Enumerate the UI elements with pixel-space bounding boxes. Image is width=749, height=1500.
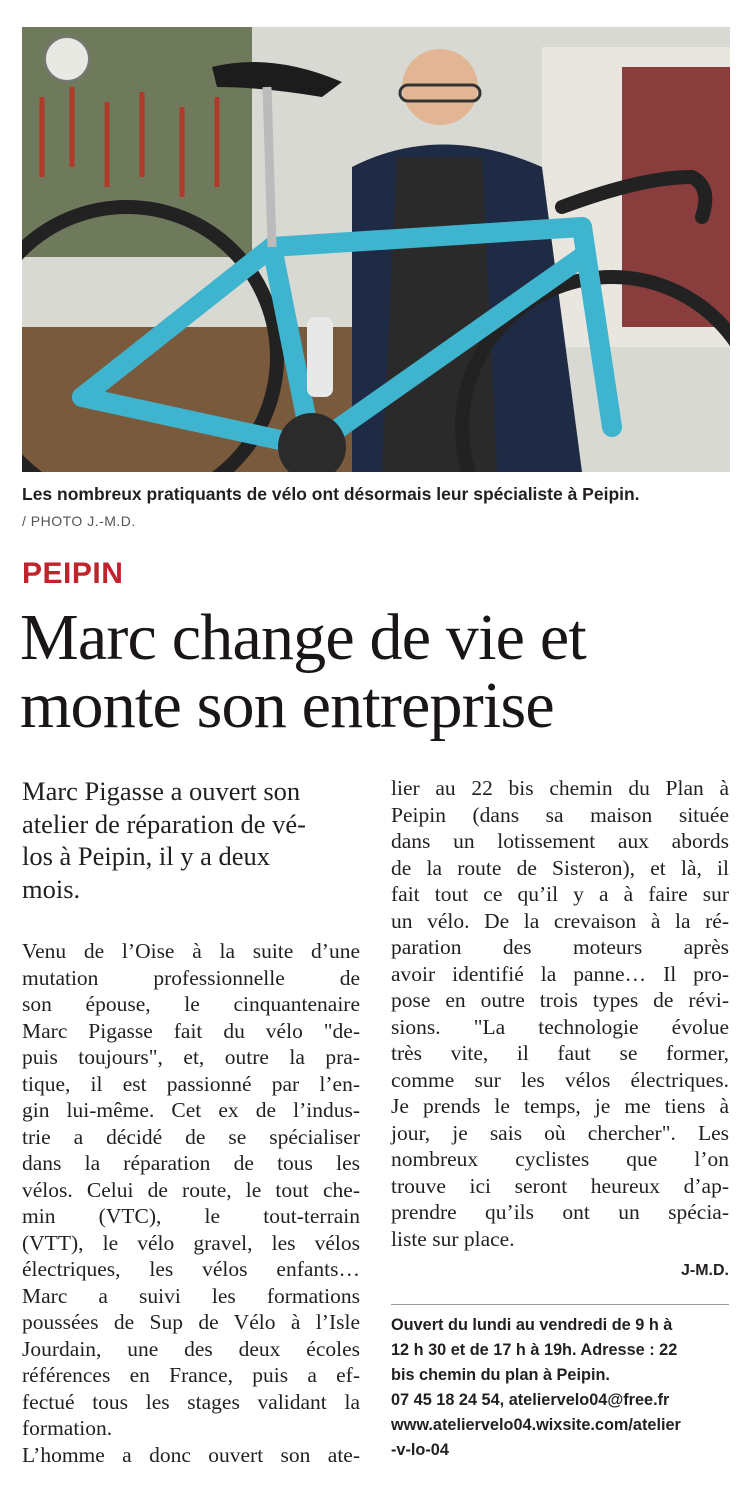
article-body-right [391,775,729,1252]
headline [20,601,740,742]
practical-info-box [391,1313,731,1463]
body-line: trie a décidé de se spécialiser [22,1124,360,1149]
body-line: un vélo. De la crevaison à la ré- [391,908,729,933]
body-line: comme sur les vélos électriques. [391,1067,729,1092]
body-line: Venu de l’Oise à la suite d’une [22,939,360,963]
body-line: références en France, puis a ef- [22,1363,360,1387]
article-body-left [22,938,360,1468]
body-line: électriques, les vélos enfants… [22,1257,360,1281]
body-line: Marc a suivi les formations [22,1283,360,1308]
body-line: très vite, il faut se former, [391,1041,729,1065]
body-line: jour, je sais où chercher". Les [391,1120,729,1145]
body-line: liste sur place. [391,1226,515,1251]
body-line: Jourdain, une des deux écoles [22,1336,360,1361]
body-line: pose en outre trois types de révi- [391,988,729,1012]
body-line: paration des moteurs après [391,935,729,959]
body-line: vélos. Celui de route, le tout che- [22,1177,360,1202]
headline-line: Marc change de vie et [20,601,586,674]
body-line: tique, il est passionné par l’en- [22,1071,360,1096]
photo-credit: / PHOTO J.-M.D. [22,513,136,529]
author-signature: J-M.D. [681,1262,729,1279]
body-line: mutation professionnelle de [22,965,360,990]
lead-line: los à Peipin, il y a deux [22,841,271,872]
lead-line: mois. [22,873,81,904]
body-line: sions. "La technologie évolue [391,1014,729,1039]
body-line: de la route de Sisteron), et là, il [391,855,729,880]
headline-line: monte son entreprise [20,669,554,742]
body-line: gin lui-même. Cet ex de l’indus- [22,1098,360,1122]
body-line: L’homme a donc ouvert son ate- [22,1442,360,1467]
body-line: fectué tous les stages validant la [22,1389,360,1414]
body-line: prendre qu’ils ont un spécia- [391,1200,729,1224]
body-line: Peipin (dans sa maison située [391,802,729,827]
section-kicker: PEIPIN [22,557,124,590]
photo-caption: Les nombreux pratiquants de vélo ont désormais leur spécialiste à Peipin. [22,484,640,504]
body-line: poussées de Sup de Vélo à l’Isle [22,1310,360,1334]
body-line: trouve ici seront heureux d’ap- [391,1173,729,1198]
info-line: www.ateliervelo04.wixsite.com/atelier [391,1416,681,1434]
body-line: avoir identifié la panne… Il pro- [391,961,729,986]
lead-line: atelier de réparation de vé- [22,808,306,839]
body-line: son épouse, le cinquantenaire [22,992,360,1016]
info-line: Ouvert du lundi au vendredi de 9 h à [391,1316,673,1334]
body-line: min (VTC), le tout-terrain [22,1204,360,1228]
info-line: bis chemin du plan à Peipin. [391,1366,610,1384]
article-photo [22,27,730,472]
body-line: fait tout ce qu’il y a à faire sur [391,882,729,906]
body-line: Je prends le temps, je me tiens à [391,1094,729,1118]
body-line: (VTT), le vélo gravel, les vélos [22,1230,360,1255]
lead-paragraph [22,775,360,905]
workshop-bicycle-photo [22,27,730,472]
body-line: nombreux cyclistes que l’on [391,1147,729,1171]
body-line: dans un lotissement aux abords [391,829,729,853]
info-line: 07 45 18 24 54, ateliervelo04@free.fr [391,1391,670,1409]
lead-line: Marc Pigasse a ouvert son [22,776,301,806]
body-line: Marc Pigasse fait du vélo "de- [22,1018,360,1043]
body-line: puis toujours", et, outre la pra- [22,1045,360,1069]
info-line: -v-lo-04 [391,1441,449,1459]
info-line: 12 h 30 et de 17 h à 19h. Adresse : 22 [391,1341,678,1359]
body-line: dans la réparation de tous les [22,1151,360,1175]
info-divider [391,1304,729,1305]
body-line: lier au 22 bis chemin du Plan à [391,776,729,800]
body-line: formation. [22,1416,113,1440]
